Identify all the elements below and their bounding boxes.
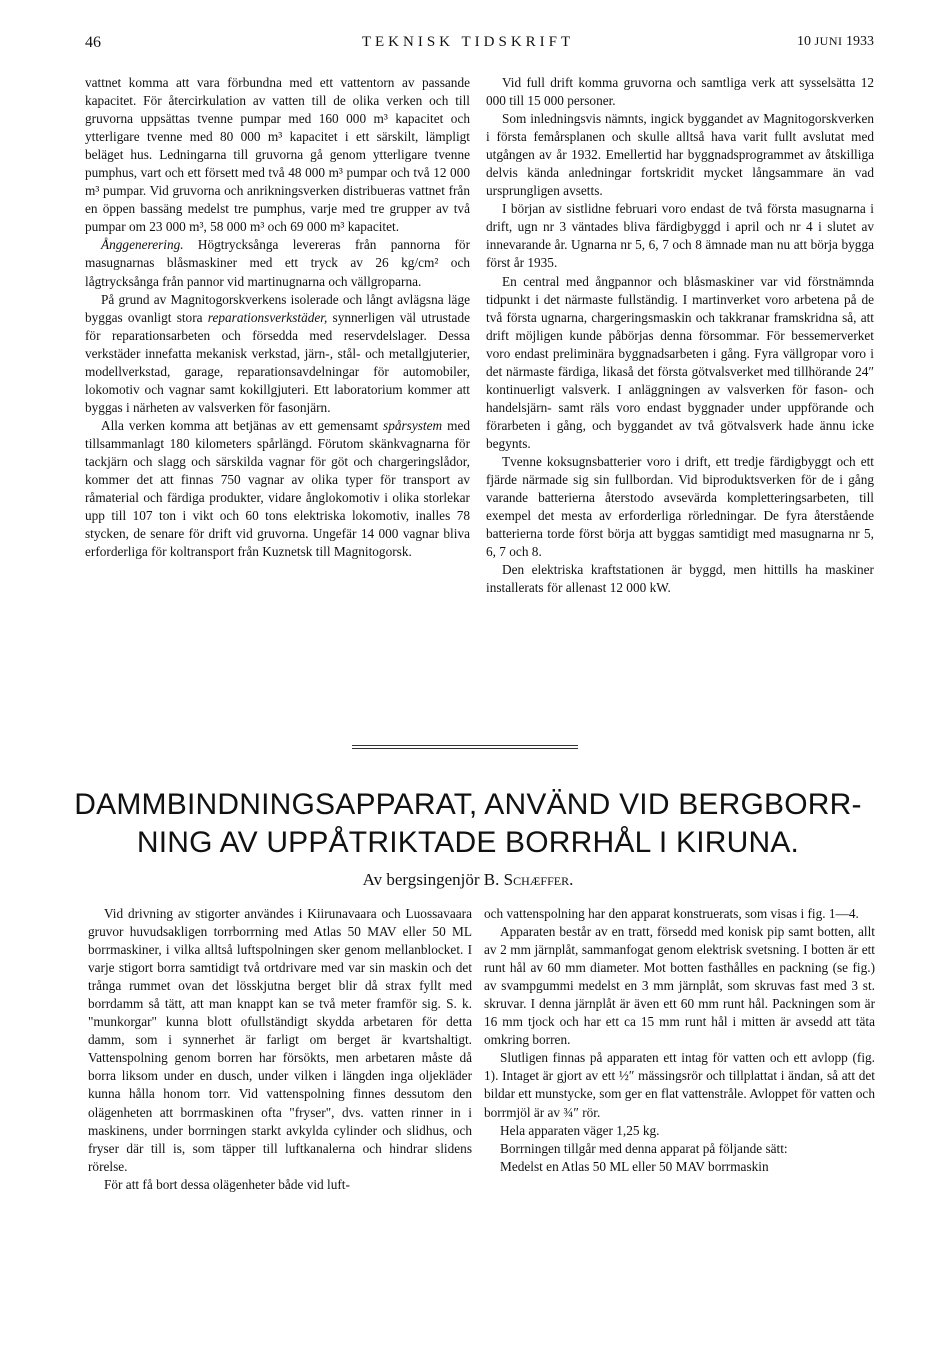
- paragraph: En central med ångpannor och blåsmaskiner var vid förstnämnda tidpunkt i det närmaste fullständig. I martinverket voro arbetena på de två första ugnarna, chargeringsmaskin och takkranar framskridna så, att drift möjligen kunde påbörjas denna försommar. För bessemerverket voro endast preliminära byggnadsarbeten i gång. Fyra vällgropar voro i det närmaste färdiga, likaså det första götvalsverket med tillhörande 24″ kontinuerligt valsverk. I anläggningen av valsverken för fason- och handelsjärn- samt räls voro endast byggnader under uppförande och förarbeten i gång, och byggandet av två götvalsverk hade ännu icke begynts.: [486, 273, 874, 451]
- paragraph: Medelst en Atlas 50 ML eller 50 MAV borrmaskin: [500, 1158, 769, 1174]
- title-line-1: DAMMBINDNINGSAPPARAT, ANVÄND VID BERGBORR-: [74, 788, 862, 821]
- emphasis: reparationsverkstäder,: [207, 309, 328, 325]
- date-month: JUNI: [814, 34, 843, 48]
- paragraph: Apparaten består av en tratt, försedd med konisk pip samt botten, allt av 2 mm järnplåt, sammanfogat genom elektrisk svetsning. I botten är ett runt hål av 60 mm diameter. Mot botten fasthålles en packning (se fig.) av svampgummi medelst en 3 mm järnplåt, som skruvas fast med 3 st. skruvar. I denna järnplåt är även ett 60 mm runt hål. Packningen som är 16 mm tjock och har ett ca 15 mm runt hål i mitten är avsedd att täta omkring borren.: [484, 924, 875, 1048]
- author-name: Schæffer.: [503, 870, 574, 889]
- paragraph: Tvenne koksugnsbatterier voro i drift, ett tredje färdigbyggt och ett fjärde närmade sig sin fullbordan. Vid biproduktsverken för de i gång varande batterierna återstodo avsevärda kompletteringsarbeten, till exempel det mesta av erforderliga rörledningar. De fyra återstående batterierna torde först börja att byggas samtidigt med masugnarna nr 5, 6, 7 och 8.: [486, 453, 874, 560]
- paragraph: Borrningen tillgår med denna apparat på följande sätt:: [500, 1140, 788, 1156]
- date-year: 1933: [846, 34, 874, 49]
- title-line-2: NING AV UPPÅTRIKTADE BORRHÅL I KIRUNA.: [136, 826, 800, 859]
- lower-left-column: [88, 905, 472, 1194]
- paragraph: Hela apparaten väger 1,25 kg.: [500, 1122, 660, 1138]
- section-divider: [352, 745, 578, 746]
- paragraph: Alla verken komma att betjänas av ett gemensamt spårsystem med tillsammanlagt 180 kilometers spårlängd. Förutom skänkvagnarna för tackjärn och slagg och särskilda vagnar för göt och chargeringslådor, kommer det att finnas 750 vagnar av olika typer för transport av råmaterial och färdiga produkter, vidare ånglokomotiv i olika storlekar upp till 107 ton i vikt och 60 tons elektriska lokomotiv, inalles 78 stycken, de senare för drift vid gruvorna. Ungefär 14 000 vagnar bliva erforderliga för koltransport från Kuznetsk till Magnitogorsk.: [85, 417, 470, 560]
- paragraph: vattnet komma att vara förbundna med ett vattentorn av passande kapacitet. För återcirkulation av vatten till de olika verken och till gruvorna uppsättas tvenne pumpar med 160 000 m³ kapacitet och ytterligare tvenne med 80 000 m³ kapacitet i ett särskilt, lämpligt beläget hus. Ledningarna till gruvorna gå genom ytterligare tvenne pumphus, vart och ett försett med två 48 000 m³ pumpar och två 12 000 m³ pumpar. Vid gruvorna och anrikningsverken distribueras vattnet från en öppen bassäng medelst tre pumphus, varje med tre grupper av två pumpar om 23 000 m³, 58 000 m³ och 69 000 m³ kapacitet.: [85, 75, 470, 235]
- paragraph: För att få bort dessa olägenheter både vid luft-: [104, 1176, 350, 1192]
- journal-title: TEKNISK TIDSKRIFT: [361, 34, 575, 50]
- paragraph: Som inledningsvis nämnts, ingick byggandet av Magnitogorskverken i första femårsplanen och skulle alltså hava varit fullt avslutat med utgången av år 1932. Emellertid har byggnadsprogrammet av åtskilliga delvis kända anledningar fortskridit mycket långsammare än vad ursprungligen avsetts.: [486, 111, 874, 199]
- paragraph: Den elektriska kraftstationen är byggd, men hittills ha maskiner installerats för allenast 12 000 kW.: [486, 562, 874, 596]
- paragraph: Vid drivning av stigorter användes i Kiirunavaara och Luossavaara gruvor huvudsakligen torrborrning med Atlas 50 MAV eller 50 ML borrmaskiner, i vilka alltså luftspolningen sker genom mellanblocket. I varje stigort borra samtidigt två ortdrivare med var sin maskin och det trånga rummet ovan det lösskjutna berget blir då strax fyllt med borrdamm så tätt, att man knappt kan se två meter framför sig. S. k. "munkorgar" kunna blott ofullständigt skydda arbetaren för detta damm, som i synnerhet är farligt om berget är kvartshaltigt. Vattenspolning genom borren har försökts, men arbetaren måste då borra liksom under en dusch, under vilken i längden inga oljekläder kunna hålla honom torr. Vid vattenspolning finnes dessutom den olägenheten att borrmaskinen ofta "fryser", dvs. vatten rinner in i maskinens, under borrningen starkt avkylda cylinder och slidhus, och fryser där till is, som täpper till luftkanalerna och hindrar slidens rörelse.: [88, 906, 472, 1174]
- upper-left-column: [85, 74, 470, 561]
- section-divider: [352, 748, 578, 749]
- date-day: 10: [797, 34, 811, 49]
- paragraph-lead: Ånggenerering.: [101, 237, 184, 253]
- paragraph: Vid full drift komma gruvorna och samtliga verk att sysselsätta 12 000 till 15 000 personer.: [486, 75, 874, 109]
- paragraph: och vattenspolning har den apparat konstruerats, som visas i fig. 1—4.: [484, 906, 859, 921]
- paragraph: Slutligen finnas på apparaten ett intag för vatten och ett avlopp (fig. 1). Intaget är gjort av ett ½″ mässingsrör och tillplattat i ändan, så att det bildar ett munstycke, som ger en flat vattenstråle. Avloppet för vatten och borrmjöl är av ¾″ rör.: [484, 1050, 875, 1120]
- article-title: [0, 786, 936, 862]
- byline: Av bergsingenjör B. Schæffer.: [362, 870, 574, 889]
- paragraph: Ånggenerering. Högtrycksånga levereras från pannorna för masugnarnas blåsmaskiner med ett tryck av 26 kg/cm² och lågtrycksånga från pannor vid martinugnarna och vällgroparna.: [85, 237, 470, 289]
- paragraph: I början av sistlidne februari voro endast de två första masugnarna i drift, ugn nr 3 väntades bliva färdigbyggd i april och nr 4 i slutet av innevarande år. Ugnarna nr 5, 6, 7 och 8 ämnade man nu att börja bygga först år 1935.: [486, 201, 874, 271]
- page-number: 46: [85, 34, 101, 51]
- paragraph: På grund av Magnitogorskverkens isolerade och långt avlägsna läge byggas ovanligt stora reparationsverkstäder, synnerligen väl utrustade för reparationsarbeten och försedda med reservdelslager. Dessa verkstäder innefatta mekanisk verkstad, järn-, stål- och metallgjuterier, modellverkstad, garage, reparationsavdelningar för automobiler, lokomotiv och vagnar samt kokillgjuteri. Ett laboratorium kommer att byggas i närheten av valsverken för fasonjärn.: [85, 291, 470, 415]
- emphasis: spårsystem: [383, 417, 443, 433]
- lower-right-column: [484, 905, 875, 1176]
- issue-date: [797, 34, 874, 50]
- upper-right-column: [486, 74, 874, 597]
